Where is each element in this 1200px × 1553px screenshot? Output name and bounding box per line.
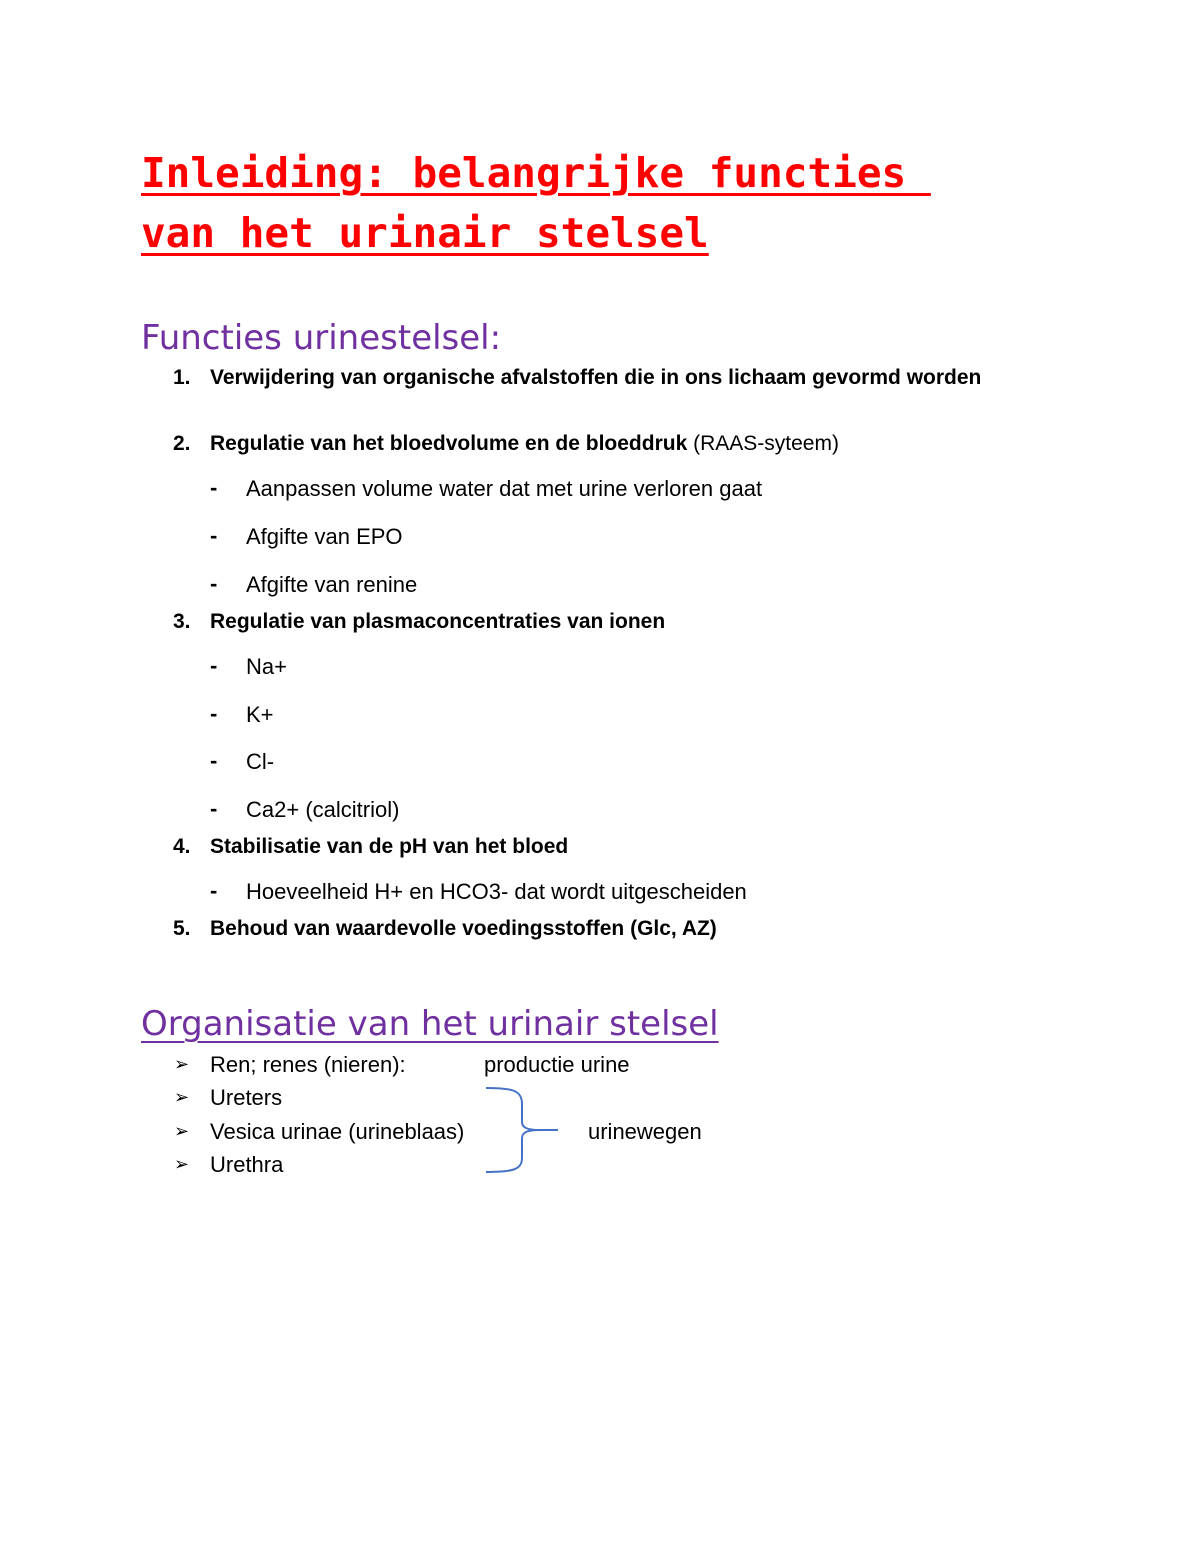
sub-item-renine: Afgifte van renine: [246, 572, 418, 597]
bullet-dash: -: [210, 796, 218, 821]
list-number-3: 3.: [173, 610, 191, 633]
sub-item-k: K+: [246, 702, 274, 727]
list-number-4: 4.: [173, 835, 191, 858]
function-item-1-text: Verwijdering van organische afvalstoffen die in ons lichaam gevormd worden: [210, 366, 982, 389]
sub-item-water: Aanpassen volume water dat met urine verloren gaat: [246, 476, 763, 501]
title-line-1: Inleiding: belangrijke functies: [141, 149, 931, 197]
note-urinewegen: urinewegen: [588, 1119, 702, 1144]
bullet-dash: -: [210, 748, 218, 773]
arrow-bullet-icon: ➢: [174, 1054, 190, 1075]
title-line-2: van het urinair stelsel: [141, 209, 709, 257]
org-item-renes: Ren; renes (nieren):: [210, 1052, 406, 1077]
sub-item-ca: Ca2+ (calcitriol): [246, 797, 400, 822]
sub-item-epo: Afgifte van EPO: [246, 524, 403, 549]
function-item-4-text: Stabilisatie van de pH van het bloed: [210, 835, 569, 858]
arrow-bullet-icon: ➢: [174, 1087, 190, 1108]
function-item-2-extra: (RAAS-syteem): [687, 432, 839, 455]
function-item-5-text: Behoud van waardevolle voedingsstoffen (Glc, AZ): [210, 917, 717, 940]
arrow-bullet-icon: ➢: [174, 1121, 190, 1142]
function-item-2-text: Regulatie van het bloedvolume en de bloeddruk: [210, 432, 688, 455]
sub-item-na: Na+: [246, 654, 287, 679]
organisation-heading: Organisatie van het urinair stelsel: [141, 1004, 719, 1044]
function-item-3: [210, 605, 1040, 638]
function-item-5: [210, 912, 1040, 945]
list-number-2: 2.: [173, 432, 191, 455]
function-item-3-text: Regulatie van plasmaconcentraties van ionen: [210, 610, 666, 633]
bullet-dash: -: [210, 475, 218, 500]
bullet-dash: -: [210, 653, 218, 678]
arrow-bullet-icon: ➢: [174, 1154, 190, 1175]
sub-item-cl: Cl-: [246, 749, 275, 774]
sub-item-h-hco3: Hoeveelheid H+ en HCO3- dat wordt uitgescheiden: [246, 879, 747, 904]
org-item-vesica: Vesica urinae (urineblaas): [210, 1119, 465, 1144]
right-brace-icon: [484, 1086, 564, 1176]
org-item-ureters: Ureters: [210, 1085, 283, 1110]
page-title: [141, 143, 1101, 263]
function-item-1: [210, 361, 1040, 394]
org-item-urethra: Urethra: [210, 1152, 284, 1177]
bullet-dash: -: [210, 571, 218, 596]
function-item-2: [210, 427, 1040, 460]
note-production-urine: productie urine: [484, 1052, 630, 1077]
bullet-dash: -: [210, 523, 218, 548]
bullet-dash: -: [210, 878, 218, 903]
function-item-4: [210, 830, 1040, 863]
bullet-dash: -: [210, 701, 218, 726]
list-number-1: 1.: [173, 366, 191, 389]
functions-heading: Functies urinestelsel:: [141, 318, 502, 358]
list-number-5: 5.: [173, 917, 191, 940]
